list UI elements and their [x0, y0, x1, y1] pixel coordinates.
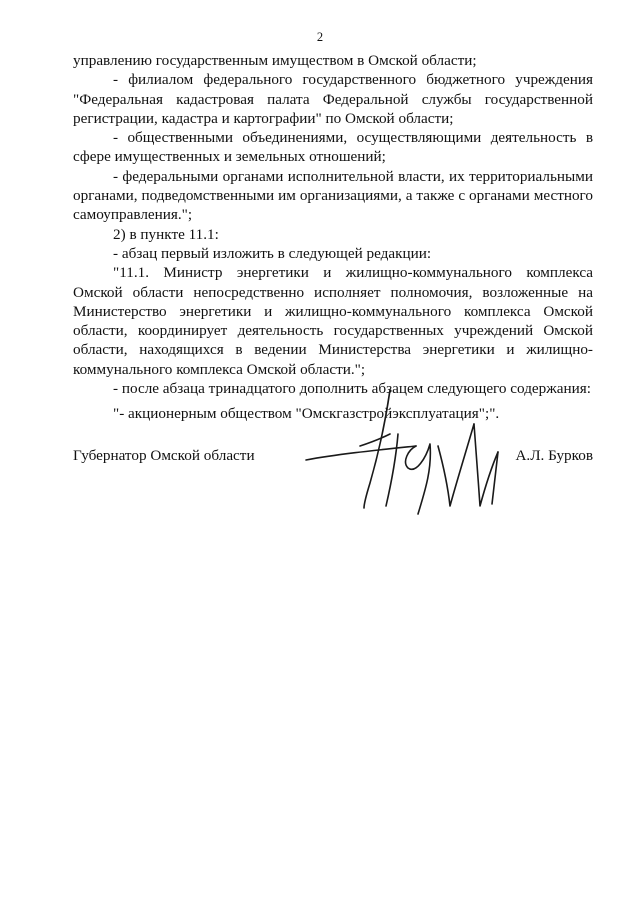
- paragraph: - после абзаца тринадцатого дополнить абзацем следующего содержания:: [113, 380, 591, 398]
- paragraph: "11.1. Министр энергетики и жилищно-коммунального комплекса Омской области непосредственно исполняет полномочия, возложенные на Министерство энергетики и жилищно-коммунального комплекса Омской области, координирует деятельность государственных учреждений Омской области, находящихся в ведении Министерства энергетики и жилищно-коммунального комплекса Омской области.";: [73, 264, 593, 378]
- document-body: [73, 51, 593, 424]
- paragraph: - федеральными органами исполнительной власти, их территориальными органами, подведомственными им организациями, а также с органами местного самоуправления.";: [73, 167, 593, 224]
- paragraph: управлению государственным имуществом в Омской области;: [73, 52, 477, 69]
- signer-name: А.Л. Бурков: [515, 447, 593, 464]
- paragraph: 2) в пункте 11.1:: [113, 225, 219, 243]
- paragraph: "- акционерным обществом "Омскгазстройэксплуатация";".: [113, 405, 500, 423]
- paragraph: - абзац первый изложить в следующей редакции:: [113, 244, 432, 262]
- signature-block: [73, 388, 593, 528]
- paragraph: - филиалом федерального государственного бюджетного учреждения "Федеральная кадастровая палата Федеральной службы государственной регистрации, кадастра и картографии" по Омской области;: [73, 71, 593, 127]
- page-number: 2: [316, 30, 324, 44]
- handwritten-signature: [298, 388, 528, 518]
- paragraph: - общественными объединениями, осуществляющими деятельность в сфере имущественных и земельных отношений;: [73, 129, 593, 166]
- signer-title: Губернатор Омской области: [73, 447, 255, 464]
